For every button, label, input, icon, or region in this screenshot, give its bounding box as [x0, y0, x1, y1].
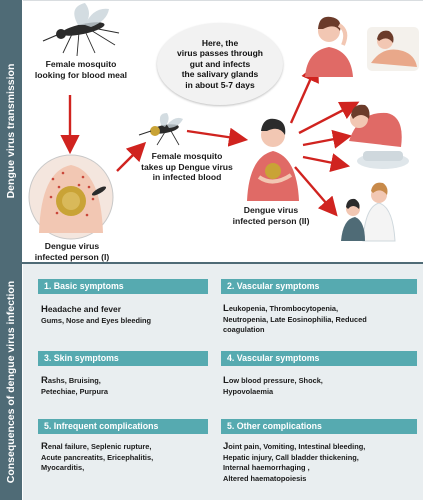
vascular-symptoms-2-header: 4. Vascular symptoms: [221, 351, 417, 366]
consequences-side-label: Consequences of dengue virus infection: [5, 280, 17, 484]
basic-symptoms-list: Headache and fever Gums, Nose and Eyes bleeding: [41, 304, 152, 325]
headache-figure-icon: [305, 17, 353, 77]
mosquito-takes-up-label: Female mosquito takes up Dengue virus in infected blood: [141, 151, 233, 182]
transmission-side-band: [0, 0, 22, 262]
infrequent-complications-list: Renal failure, Seplenic rupture, Acute pancreatits, Ericephalitis, Myocarditis,: [41, 441, 154, 472]
infected-person-1-icon: [29, 155, 113, 239]
transmission-side-label: Dengue virus transmission: [5, 63, 17, 199]
skin-symptoms-header: 3. Skin symptoms: [38, 351, 208, 366]
vascular-symptoms-header: 2. Vascular symptoms: [221, 279, 417, 294]
other-complications-list: Joint pain, Vomiting, Intestinal bleeding, Hepatic injury, Call bladder thickening, Internal haemorrhaging , Altered haematopoiesis: [223, 441, 366, 483]
infected-mosquito-icon: [139, 113, 183, 145]
female-mosquito-label: Female mosquito looking for blood meal: [34, 59, 128, 80]
vascular-symptoms-2-list: Low blood pressure, Shock, Hypovolaemia: [223, 375, 323, 396]
virus-incubation-bubble: [157, 23, 283, 105]
virus-incubation-text: Here, the virus passes through gut and infects the salivary glands in about 5-7 days: [177, 37, 263, 90]
mosquito-icon: [43, 3, 119, 56]
vomiting-figure-icon: [349, 105, 409, 169]
consequences-side-band: [0, 264, 22, 500]
infected-person-1-label: Dengue virus infected person (I): [34, 241, 110, 262]
vascular-symptoms-list: Leukopenia, Thrombocytopenia, Neutropenia, Late Eosinophilia, Reduced coagulation: [223, 303, 367, 334]
infected-person-2-icon: [247, 119, 299, 201]
skin-symptoms-list: Rashs, Bruising, Petechiae, Purpura: [41, 375, 108, 396]
fever-in-bed-icon: [367, 27, 419, 71]
infected-person-2-label: Dengue virus infected person (II): [232, 205, 310, 226]
other-complications-header: 5. Other complications: [221, 419, 417, 434]
doctor-visit-icon: [341, 183, 395, 241]
consequences-panel: [23, 264, 423, 500]
basic-symptoms-header: 1. Basic symptoms: [38, 279, 208, 294]
infrequent-complications-header: 5. Infrequent complications: [38, 419, 208, 434]
transmission-panel: [23, 0, 423, 262]
